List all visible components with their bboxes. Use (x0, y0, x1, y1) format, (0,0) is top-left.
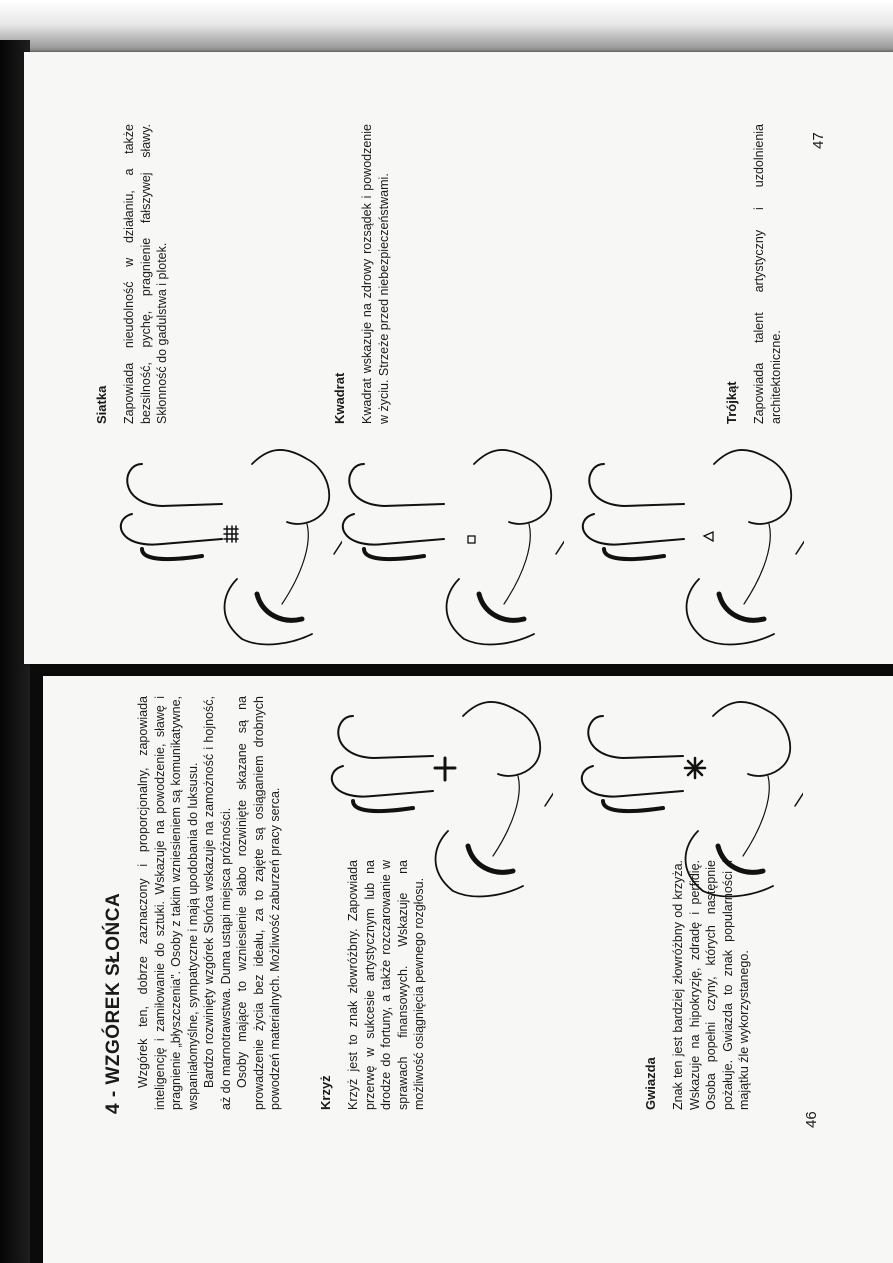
hand-triangle-illustration (564, 444, 804, 654)
hand-cross-illustration (313, 696, 553, 906)
intro-paragraph-2: Bardzo rozwinięty wzgórek Słońca wskazuje na zamożność i hojność, aż do marnotrawstwa. Duma ustąpi miejsca próżności. (202, 696, 233, 1110)
chapter-title: 4 - WZGÓREK SŁOŃCA (103, 892, 124, 1114)
siatka-section (94, 124, 171, 424)
hand-star-illustration (563, 696, 803, 906)
star-mark-icon (685, 758, 705, 778)
page-47 (24, 52, 893, 664)
grid-mark-icon (224, 526, 238, 542)
siatka-text: Zapowiada nieudolność w działaniu, a także bezsilność, pychę, pragnienie fałszywej sławy. Skłonność do gadulstwa i plotek. (122, 124, 169, 424)
cross-mark-icon (435, 758, 455, 780)
page-46 (43, 676, 893, 1263)
kwadrat-text: Kwadrat wskazuje na zdrowy rozsądek i powodzenie w życiu. Strzeże przed niebezpieczeństwami. (360, 124, 391, 424)
siatka-heading: Siatka (94, 385, 109, 424)
gwiazda-text: Znak ten jest bardziej złowróżbny od krzyża. Wskazuje na hipokryzję, zdradę i perfidię. Osoba popełni czyny, których następnie pożałuje. Gwiazda to znak popularności i majątku źle wykorzystanego. (671, 860, 751, 1110)
page-number-46: 46 (803, 1111, 820, 1128)
krzyz-text: Krzyż jest to znak złowróżbny. Zapowiada przerwę w sukcesie artystycznym lub na drodze do fortuny, a także rozczarowanie w sprawach finansowych. Wskazuje na możliwość osiągnięcia pewnego rozgłosu. (346, 860, 426, 1110)
trojkat-heading: Trójkąt (724, 381, 739, 424)
hand-square-illustration (324, 444, 564, 654)
scan-edge-top (0, 0, 893, 60)
square-mark-icon (468, 536, 475, 543)
intro-text (135, 696, 284, 1110)
page-number-47: 47 (810, 132, 827, 149)
trojkat-text: Zapowiada talent artystyczny i uzdolnienia architektoniczne. (752, 124, 783, 424)
trojkat-section (724, 124, 784, 424)
kwadrat-section (332, 124, 392, 424)
intro-paragraph-1: Wzgórek ten, dobrze zaznaczony i proporcjonalny, zapowiada inteligencję i zamiłowanie do sztuki. Wskazuje na powodzenie, sławę i pragnienie „błyszczenia”. Osoby z takim wzniesieniem są komunikatywne, wspaniałomyślne, sympatyczne i mają upodobania do luksusu. (136, 696, 200, 1110)
kwadrat-heading: Kwadrat (332, 372, 347, 424)
gwiazda-heading: Gwiazda (643, 1057, 658, 1110)
krzyz-heading: Krzyż (318, 1075, 333, 1110)
intro-paragraph-3: Osoby mające to wzniesienie słabo rozwinięte skazane są na prowadzenie życia bez ideału, za to zajęte są osiąganiem drobnych powodzeń materialnych. Możliwość zaburzeń pracy serca. (235, 696, 282, 1110)
hand-grid-illustration (102, 444, 342, 654)
triangle-mark-icon (704, 532, 713, 541)
